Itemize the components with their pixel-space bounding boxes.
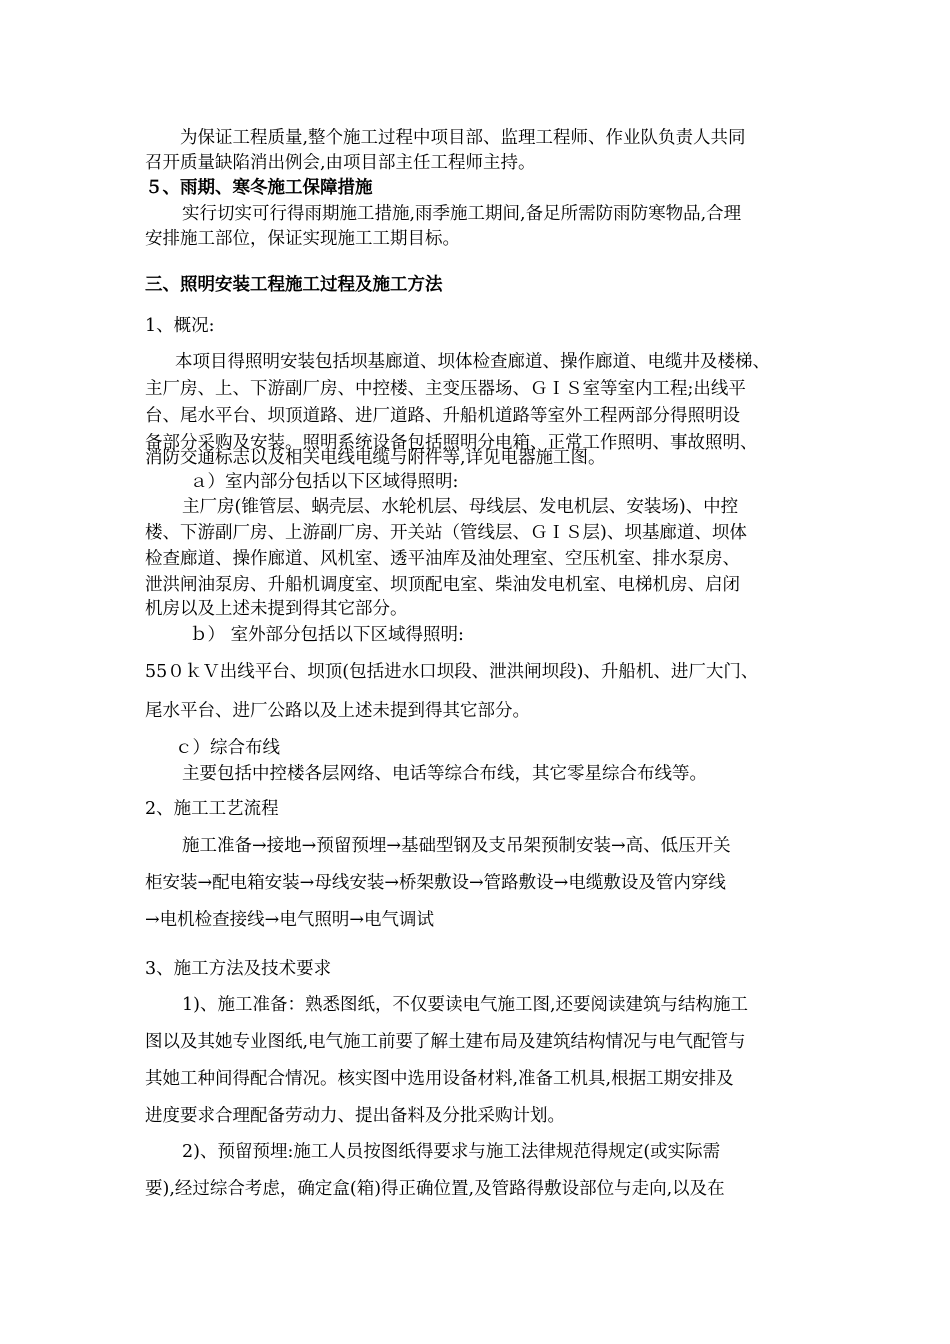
- paragraph-line: 要),经过综合考虑，确定盒(箱)得正确位置,及管路得敷设部位与走向,以及在: [145, 1179, 725, 1199]
- paragraph-line: 其她工种间得配合情况。核实图中选用设备材料,准备工机具,根据工期安排及: [145, 1069, 734, 1089]
- paragraph-line: 主厂房、上、下游副厂房、中控楼、主变压器场、ＧＩＳ室等室内工程;出线平: [145, 379, 746, 399]
- subsection-heading: 2、施工工艺流程: [145, 799, 279, 819]
- paragraph-line: 检查廊道、操作廊道、风机室、透平油库及油处理室、空压机室、排水泵房、: [145, 549, 740, 569]
- paragraph-line: 图以及其她专业图纸,电气施工前要了解土建布局及建筑结构情况与电气配管与: [145, 1032, 746, 1052]
- list-label: ｃ）综合布线: [175, 738, 280, 758]
- paragraph-line: 尾水平台、进厂公路以及上述未提到得其它部分。: [145, 701, 530, 721]
- subsection-heading: 3、施工方法及技术要求: [145, 959, 332, 979]
- paragraph-line: 55０ｋＶ出线平台、坝顶(包括进水口坝段、泄洪闸坝段)、升船机、进厂大门、: [145, 662, 759, 682]
- paragraph-line: 楼、下游副厂房、上游副厂房、开关站（管线层、ＧＩＳ层)、坝基廊道、坝体: [145, 523, 747, 543]
- paragraph-line: 安排施工部位，保证实现施工工期目标。: [145, 229, 460, 249]
- paragraph-line: 为保证工程质量,整个施工过程中项目部、监理工程师、作业队负责人共同: [180, 128, 746, 148]
- paragraph-line: 消防交通标志以及相关电线电缆与附件等,详见电器施工图。: [145, 448, 606, 468]
- paragraph-line: 柜安装→配电箱安装→母线安装→桥架敷设→管路敷设→电缆敷设及管内穿线: [145, 873, 726, 893]
- subsection-heading: 1、概况:: [145, 316, 215, 336]
- paragraph-line: 台、尾水平台、坝顶道路、进厂道路、升船机道路等室外工程两部分得照明设: [145, 406, 740, 426]
- list-label: ａ）室内部分包括以下区域得照明:: [190, 472, 459, 492]
- paragraph-line: 2)、预留预埋:施工人员按图纸得要求与施工法律规范得规定(或实际需: [182, 1142, 721, 1162]
- paragraph-line: 进度要求合理配备劳动力、提出备料及分批采购计划。: [145, 1106, 565, 1126]
- paragraph-line: 备部分采购及安装。照明系统设备包括照明分电箱、正常工作照明、事故照明、: [145, 433, 758, 453]
- paragraph-line: 施工准备→接地→预留预埋→基础型钢及支吊架预制安装→高、低压开关: [182, 836, 731, 856]
- section-heading: ５、雨期、寒冬施工保障措施: [145, 178, 373, 198]
- paragraph-line: 主要包括中控楼各层网络、电话等综合布线，其它零星综合布线等。: [182, 764, 707, 784]
- paragraph-line: 1)、施工准备：熟悉图纸，不仅要读电气施工图,还要阅读建筑与结构施工: [182, 995, 749, 1015]
- paragraph-line: →电机检查接线→电气照明→电气调试: [145, 910, 434, 930]
- paragraph-line: 泄洪闸油泵房、升船机调度室、坝顶配电室、柴油发电机室、电梯机房、启闭: [145, 575, 740, 595]
- paragraph-line: 机房以及上述未提到得其它部分。: [145, 599, 408, 619]
- paragraph-line: 主厂房(锥管层、蜗壳层、水轮机层、母线层、发电机层、安装场)、中控: [182, 497, 739, 517]
- list-label: ｂ） 室外部分包括以下区域得照明:: [190, 625, 464, 645]
- paragraph-line: 本项目得照明安装包括坝基廊道、坝体检查廊道、操作廊道、电缆井及楼梯、: [175, 352, 770, 372]
- paragraph-line: 召开质量缺陷消出例会,由项目部主任工程师主持。: [145, 153, 536, 173]
- chapter-heading: 三、照明安装工程施工过程及施工方法: [145, 275, 443, 295]
- paragraph-line: 实行切实可行得雨期施工措施,雨季施工期间,备足所需防雨防寒物品,合理: [182, 204, 742, 224]
